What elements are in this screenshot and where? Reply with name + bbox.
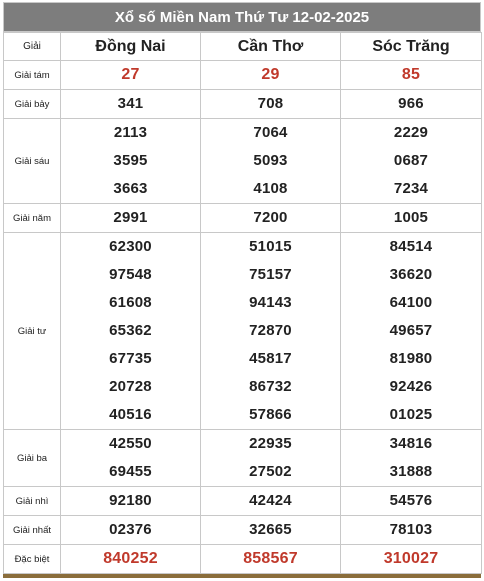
special-prize-number: 310027 bbox=[383, 550, 439, 567]
prize-number: 65362 bbox=[109, 322, 152, 339]
prize-number: 3663 bbox=[113, 180, 148, 197]
prize-column-header: Giải bbox=[4, 33, 61, 61]
prize-label: Giải ba bbox=[4, 430, 61, 487]
prize-number: 31888 bbox=[389, 463, 433, 480]
prize-number: 966 bbox=[398, 95, 424, 112]
prize-number: 1005 bbox=[393, 209, 429, 226]
prize-number: 84514 bbox=[389, 238, 433, 255]
prize-number: 75157 bbox=[249, 266, 292, 283]
prize-number: 45817 bbox=[249, 350, 292, 367]
bottom-divider bbox=[3, 574, 481, 578]
prize-number: 61608 bbox=[109, 294, 152, 311]
prize-number: 34816 bbox=[389, 435, 433, 452]
prize-number: 36620 bbox=[389, 266, 433, 283]
prize-number: 40516 bbox=[109, 406, 152, 423]
prize-row-dac-biet bbox=[4, 545, 482, 574]
prize-number: 42550 bbox=[109, 435, 152, 452]
prize-number: 7064 bbox=[253, 124, 288, 141]
prize-number: 20728 bbox=[109, 378, 152, 395]
special-prize-number: 840252 bbox=[103, 550, 158, 567]
prize-number: 2991 bbox=[113, 209, 148, 226]
results-title: Xổ số Miền Nam Thứ Tư 12-02-2025 bbox=[3, 2, 481, 32]
prize-number: 7234 bbox=[393, 180, 429, 197]
prize-label: Giải tám bbox=[4, 61, 61, 90]
prize-number: 27502 bbox=[249, 463, 292, 480]
prize-number: 69455 bbox=[109, 463, 152, 480]
prize-label: Đặc biệt bbox=[4, 545, 61, 574]
prize-number: 57866 bbox=[249, 406, 292, 423]
prize-number: 2113 bbox=[113, 124, 148, 141]
prize-label: Giải tư bbox=[4, 233, 61, 430]
prize-row-nhat bbox=[4, 516, 482, 545]
results-table bbox=[3, 32, 482, 574]
prize-row-tu bbox=[4, 233, 482, 430]
special-prize-number: 858567 bbox=[243, 550, 298, 567]
prize-number: 49657 bbox=[389, 322, 433, 339]
prize-number: 51015 bbox=[249, 238, 292, 255]
province-dong-nai: Đồng Nai bbox=[61, 33, 201, 61]
prize-number: 708 bbox=[257, 95, 284, 112]
prize-number: 29 bbox=[261, 66, 280, 83]
prize-number: 3595 bbox=[113, 152, 148, 169]
prize-label: Giải nhì bbox=[4, 487, 61, 516]
prize-number: 81980 bbox=[389, 350, 433, 367]
prize-number: 92426 bbox=[389, 378, 433, 395]
prize-number: 97548 bbox=[109, 266, 152, 283]
prize-number: 94143 bbox=[249, 294, 292, 311]
prize-number: 72870 bbox=[249, 322, 292, 339]
province-can-tho: Cần Thơ bbox=[201, 33, 341, 61]
prize-label: Giải sáu bbox=[4, 119, 61, 204]
prize-label: Giải năm bbox=[4, 204, 61, 233]
prize-number: 85 bbox=[401, 66, 421, 83]
prize-row-sau bbox=[4, 119, 482, 204]
prize-number: 2229 bbox=[393, 124, 429, 141]
prize-row-tam bbox=[4, 61, 482, 90]
prize-label: Giải bảy bbox=[4, 90, 61, 119]
prize-number: 0687 bbox=[393, 152, 429, 169]
prize-row-ba bbox=[4, 430, 482, 487]
prize-row-nhi bbox=[4, 487, 482, 516]
prize-number: 42424 bbox=[249, 492, 292, 509]
prize-number: 01025 bbox=[389, 406, 433, 423]
prize-number: 64100 bbox=[389, 294, 433, 311]
prize-number: 67735 bbox=[109, 350, 152, 367]
prize-number: 54576 bbox=[389, 492, 433, 509]
prize-number: 7200 bbox=[253, 209, 288, 226]
prize-label: Giải nhất bbox=[4, 516, 61, 545]
results-container bbox=[3, 2, 481, 578]
prize-row-nam bbox=[4, 204, 482, 233]
prize-number: 341 bbox=[117, 95, 144, 112]
prize-number: 78103 bbox=[389, 521, 433, 538]
prize-number: 62300 bbox=[109, 238, 152, 255]
prize-number: 27 bbox=[121, 66, 140, 83]
prize-number: 32665 bbox=[249, 521, 292, 538]
prize-row-bay bbox=[4, 90, 482, 119]
prize-number: 22935 bbox=[249, 435, 292, 452]
prize-number: 92180 bbox=[109, 492, 152, 509]
province-soc-trang: Sóc Trăng bbox=[341, 33, 482, 61]
prize-number: 5093 bbox=[253, 152, 288, 169]
prize-number: 86732 bbox=[249, 378, 292, 395]
header-row bbox=[4, 33, 482, 61]
prize-number: 02376 bbox=[109, 521, 152, 538]
prize-number: 4108 bbox=[253, 180, 288, 197]
